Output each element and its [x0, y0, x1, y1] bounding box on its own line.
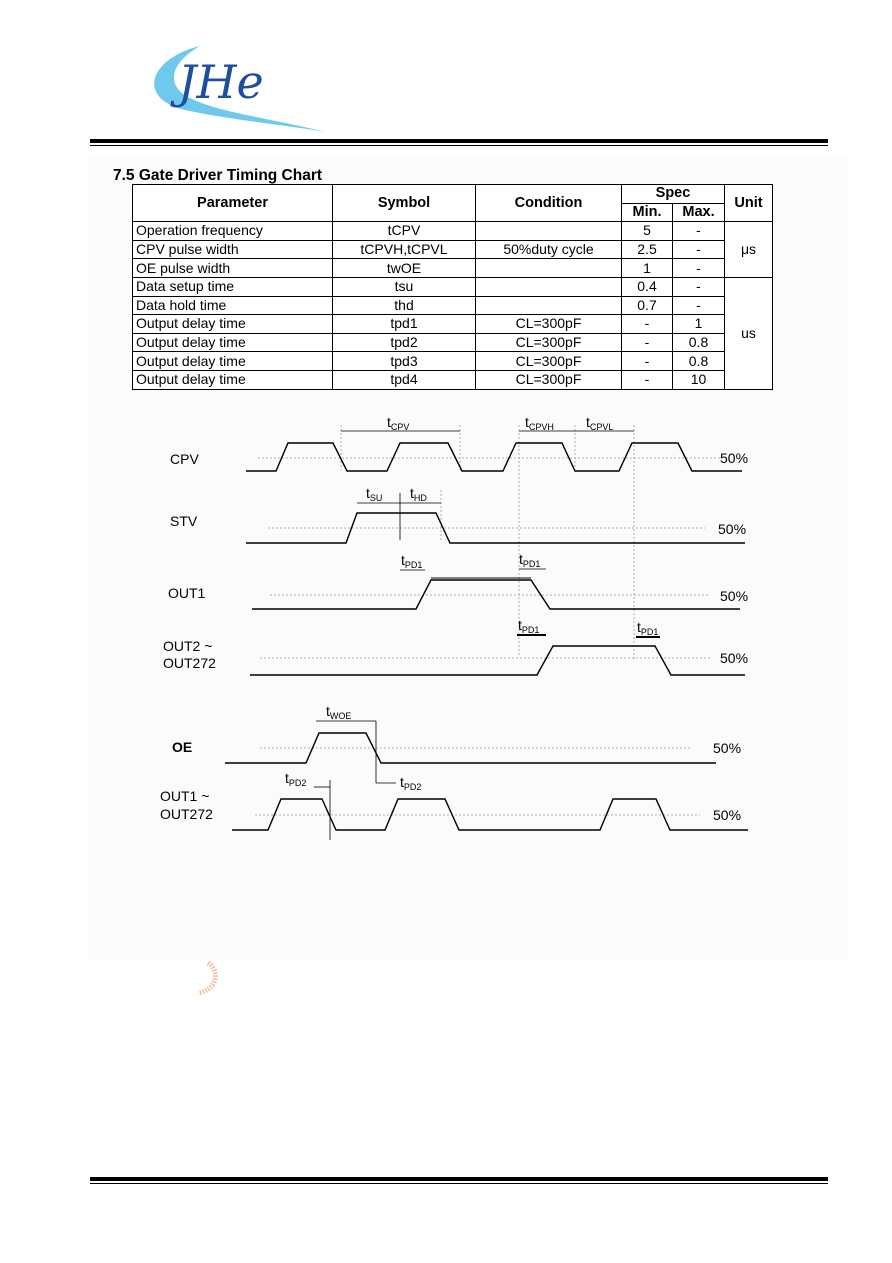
cell-parameter: CPV pulse width [133, 240, 333, 259]
out1b-waveform [232, 799, 748, 830]
cell-parameter: Data setup time [133, 277, 333, 296]
table-row [133, 277, 773, 296]
threshold-label: 50% [713, 740, 742, 756]
cell-condition: 50%duty cycle [476, 240, 622, 259]
signal-out2-line2: OUT272 [163, 655, 216, 671]
waveforms [225, 443, 748, 830]
cell-min: - [622, 315, 673, 334]
signal-out2-line1: OUT2 ~ [163, 638, 213, 654]
threshold-label: 50% [720, 588, 749, 604]
cell-symbol: thd [333, 296, 476, 315]
cell-symbol: tCPV [333, 222, 476, 241]
timing-spec-table [132, 184, 773, 390]
cell-max: 10 [673, 370, 725, 389]
out1-waveform [252, 580, 740, 609]
cell-symbol: tsu [333, 277, 476, 296]
cell-symbol: tpd4 [333, 370, 476, 389]
label-thd: $t_{HD}$ [410, 485, 427, 503]
cell-condition [476, 222, 622, 241]
cell-parameter: Output delay time [133, 333, 333, 352]
cell-max: 0.8 [673, 333, 725, 352]
cell-min: - [622, 352, 673, 371]
cell-min: 0.4 [622, 277, 673, 296]
cell-condition [476, 277, 622, 296]
header-rule-thin [90, 145, 828, 146]
cell-max: - [673, 259, 725, 278]
table-row [133, 240, 773, 259]
cell-min: 1 [622, 259, 673, 278]
cell-condition: CL=300pF [476, 352, 622, 371]
signal-stv: STV [170, 513, 198, 529]
section-title: 7.5 Gate Driver Timing Chart [113, 167, 323, 184]
cell-parameter: Operation frequency [133, 222, 333, 241]
cell-min: - [622, 370, 673, 389]
cell-parameter: Output delay time [133, 315, 333, 334]
threshold-label: 50% [720, 450, 749, 466]
label-twoe: $t_{WOE}$ [326, 703, 352, 721]
cell-min: 2.5 [622, 240, 673, 259]
signal-oe: OE [172, 739, 193, 755]
cell-condition: CL=300pF [476, 333, 622, 352]
cpv-waveform [246, 443, 742, 471]
signal-cpv: CPV [170, 451, 199, 467]
cell-symbol: tpd3 [333, 352, 476, 371]
signal-out1b-line2: OUT272 [160, 806, 213, 822]
label-tcpv: $t_{CPV}$ [387, 414, 410, 432]
cell-max: 0.8 [673, 352, 725, 371]
cell-parameter: Output delay time [133, 352, 333, 371]
signal-out1: OUT1 [168, 585, 206, 601]
out2-waveform [250, 646, 745, 675]
oe-waveform [225, 733, 716, 763]
cell-parameter: Output delay time [133, 370, 333, 389]
cell-condition: CL=300pF [476, 315, 622, 334]
cell-symbol: tpd1 [333, 315, 476, 334]
signal-out1b-line1: OUT1 ~ [160, 788, 210, 804]
label-tpd1: $t_{PD1}$ [519, 551, 541, 569]
header-parameter: Parameter [133, 185, 333, 222]
table-row [133, 352, 773, 371]
header-min: Min. [622, 203, 673, 222]
table-row [133, 315, 773, 334]
table-row [133, 259, 773, 278]
cell-max: - [673, 296, 725, 315]
label-tcpvl: $t_{CPVL}$ [586, 414, 614, 432]
cell-symbol: tpd2 [333, 333, 476, 352]
header-spec: Spec [622, 185, 725, 204]
logo-letters: JHe [178, 55, 264, 109]
label-tpd2: $t_{PD2}$ [400, 774, 422, 792]
cell-min: - [622, 333, 673, 352]
footer-rule-thin [90, 1183, 828, 1184]
cell-parameter: Data hold time [133, 296, 333, 315]
cell-max: - [673, 222, 725, 241]
header-max: Max. [673, 203, 725, 222]
decorative-swirl [190, 960, 225, 1000]
label-tpd1: $t_{PD1}$ [637, 619, 659, 637]
threshold-label: 50% [713, 807, 742, 823]
cell-min: 0.7 [622, 296, 673, 315]
table-row [133, 333, 773, 352]
label-tcpvh: $t_{CPVH}$ [525, 414, 554, 432]
cell-max: - [673, 277, 725, 296]
header-symbol: Symbol [333, 185, 476, 222]
table-row [133, 370, 773, 389]
cell-symbol: twOE [333, 259, 476, 278]
label-tpd2: $t_{PD2}$ [285, 770, 307, 788]
dimension-markers [314, 431, 634, 840]
label-tpd1: $t_{PD1}$ [401, 552, 423, 570]
table-row [133, 222, 773, 241]
cell-unit: μs [725, 222, 773, 278]
table-row [133, 296, 773, 315]
cell-min: 5 [622, 222, 673, 241]
timing-diagram [150, 405, 770, 845]
header-unit: Unit [725, 185, 773, 222]
cell-unit: us [725, 277, 773, 389]
cell-condition [476, 259, 622, 278]
header-condition: Condition [476, 185, 622, 222]
cell-parameter: OE pulse width [133, 259, 333, 278]
label-tsu: $t_{SU}$ [366, 485, 383, 503]
cell-symbol: tCPVH,tCPVL [333, 240, 476, 259]
cell-condition: CL=300pF [476, 370, 622, 389]
label-tpd1: $t_{PD1}$ [518, 617, 540, 635]
header-rule [90, 139, 828, 143]
cell-max: 1 [673, 315, 725, 334]
cell-max: - [673, 240, 725, 259]
footer-rule [90, 1177, 828, 1181]
company-logo [140, 28, 340, 138]
threshold-label: 50% [718, 521, 747, 537]
threshold-label: 50% [720, 650, 749, 666]
cell-condition [476, 296, 622, 315]
